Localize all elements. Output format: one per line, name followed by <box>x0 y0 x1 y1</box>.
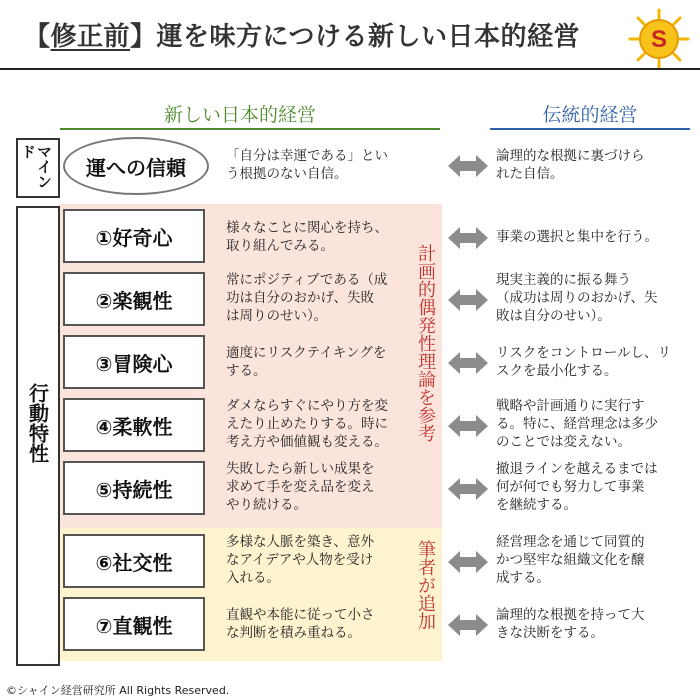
theory-reference-note: 計画的偶発性理論を参考 <box>415 244 436 442</box>
author-added-note: 筆者が追加 <box>415 540 436 630</box>
action-traits-label-box <box>16 206 60 666</box>
trait-persistence-traditional: 撤退ラインを越えるまでは 何が何でも努力して事業 を継続する。 <box>496 461 658 513</box>
action-traits-label: 行動特性 <box>25 383 50 463</box>
double-arrow-icon <box>448 227 488 249</box>
trust-traditional: 論理的な根拠に裏づけら れた自信。 <box>496 148 645 182</box>
trait-sociability-traditional: 経営理念を通じて同質的 かつ堅牢な組織文化を醸 成する。 <box>496 534 645 586</box>
trait-optimism: ②楽観性 <box>63 272 205 326</box>
double-arrow-icon <box>448 551 488 573</box>
double-arrow-icon <box>448 415 488 437</box>
trait-adventurousness-traditional: リスクをコントロールし、リ スクを最小化する。 <box>496 345 671 379</box>
header-divider <box>0 68 700 70</box>
mindset-label: マインド <box>19 144 53 189</box>
double-arrow-icon <box>448 352 488 374</box>
traditional-management-underline <box>490 128 690 130</box>
title-highlight: 修正前 <box>50 22 131 52</box>
trait-persistence: ⑤持続性 <box>63 461 205 515</box>
trait-curiosity: ①好奇心 <box>63 209 205 263</box>
trait-adventurousness-description: 適度にリスクテイキングを する。 <box>226 345 387 379</box>
trait-curiosity-description: 様々なことに関心を持ち、 取り組んでみる。 <box>226 220 388 254</box>
sun-logo-icon <box>628 8 690 70</box>
trait-optimism-description: 常にポジティブである（成 功は自分のおかげ、失敗 は周りのせい）。 <box>226 272 388 324</box>
traditional-management-heading: 伝統的経営 <box>542 104 638 126</box>
page-title <box>24 16 580 53</box>
double-arrow-icon <box>448 289 488 311</box>
trait-sociability: ⑥社交性 <box>63 534 205 588</box>
logo-letter: S <box>650 26 668 53</box>
trait-adventurousness: ③冒険心 <box>63 335 205 389</box>
trait-optimism-traditional: 現実主義的に振る舞う （成功は周りのおかげ、失 敗は自分のせい）。 <box>496 272 658 324</box>
copyright-notice: ©シャイン経営研究所 All Rights Reserved. <box>6 684 230 697</box>
new-management-underline <box>60 128 440 130</box>
trait-curiosity-traditional: 事業の選択と集中を行う。 <box>496 229 658 245</box>
trust-in-luck-oval: 運への信頼 <box>63 137 209 195</box>
trait-intuition: ⑦直観性 <box>63 597 205 651</box>
new-management-heading: 新しい日本的経営 <box>163 104 316 126</box>
trait-persistence-description: 失敗したら新しい成果を 求めて手を変え品を変え やり続ける。 <box>226 461 375 513</box>
title-text: 運を味方につける新しい日本的経営 <box>156 22 581 52</box>
double-arrow-icon <box>448 155 488 177</box>
double-arrow-icon <box>448 614 488 636</box>
trait-intuition-traditional: 論理的な根拠を持って大 きな決断をする。 <box>496 607 645 641</box>
double-arrow-icon <box>448 478 488 500</box>
trait-intuition-description: 直観や本能に従って小さ な判断を積み重ねる。 <box>226 607 375 641</box>
trait-flexibility-description: ダメならすぐにやり方を変 えたり止めたりする。時に 考え方や価値観も変える。 <box>226 398 388 450</box>
title-bracket-close: 】 <box>130 22 157 52</box>
title-bracket-open: 【 <box>24 22 51 52</box>
trait-flexibility: ④柔軟性 <box>63 398 205 452</box>
mindset-label-box <box>16 138 60 198</box>
trait-flexibility-traditional: 戦略や計画通りに実行す る。特に、経営理念は多少 のことでは変えない。 <box>496 398 658 450</box>
trust-description: 「自分は幸運である」とい う根拠のない自信。 <box>226 148 388 182</box>
trait-sociability-description: 多様な人脈を築き、意外 なアイデアや人物を受け 入れる。 <box>226 534 374 586</box>
